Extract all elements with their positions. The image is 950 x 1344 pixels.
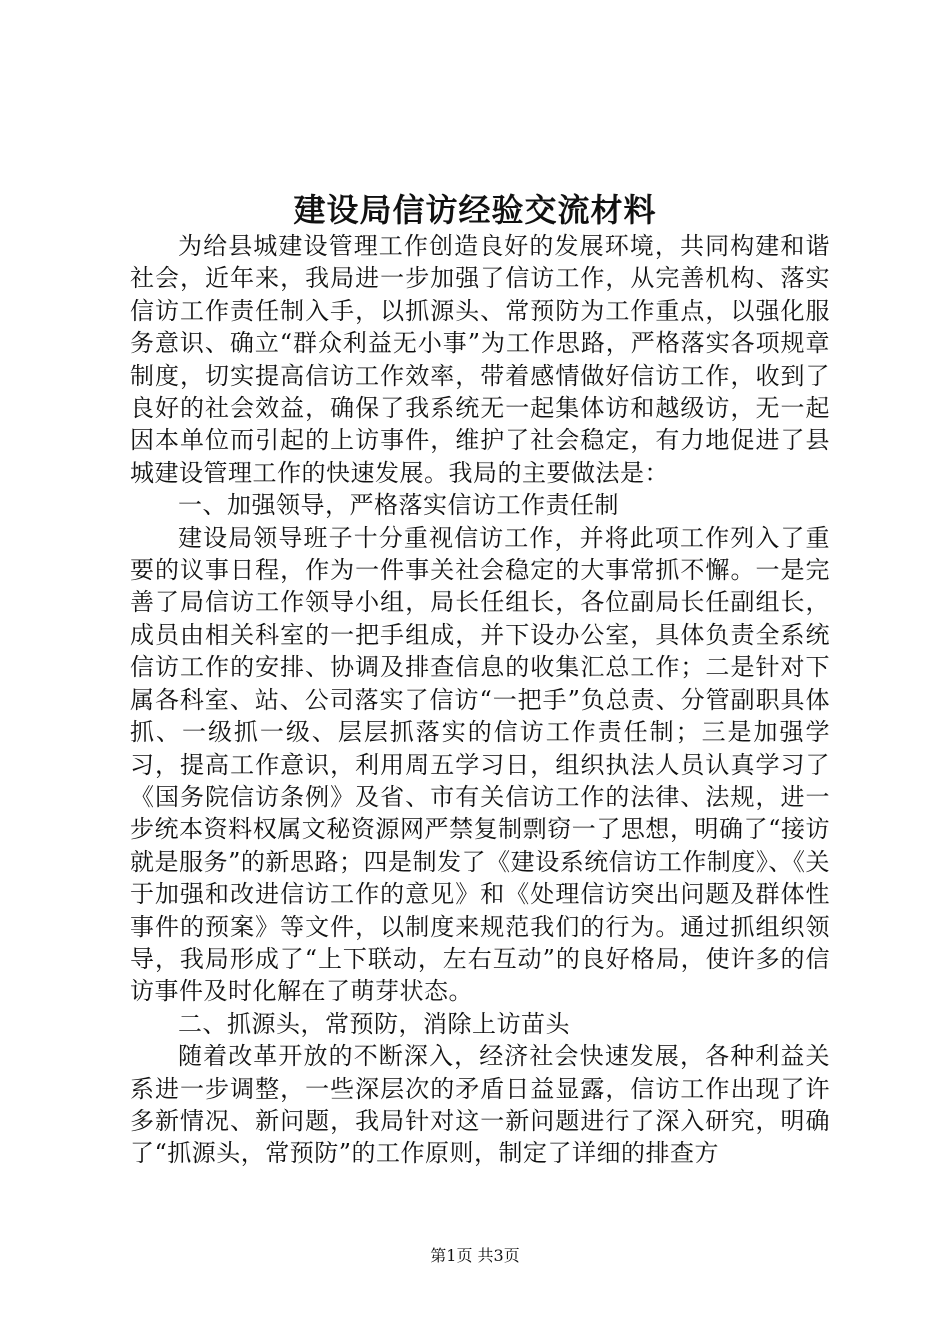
section-heading-1: 一、加强领导，严格落实信访工作责任制: [178, 491, 619, 520]
page-footer: 第1页 共3页: [430, 1246, 520, 1265]
paragraph-intro: 为给县城建设管理工作创造良好的发展环境，共同构建和谐社会，近年来，我局进一步加强了信访工作，从完善机构、落实信访工作责任制入手，以抓源头、常预防为工作重点，以强化服务意识、确立“群众利益无小事”为工作思路，严格落实各项规章制度，切实提高信访工作效率，带着感情做好信访工作，收到了良好的社会效益，确保了我系统无一起集体访和越级访，无一起因本单位而引起的上访事件，维护了社会稳定，有力地促进了县城建设管理工作的快速发展。我局的主要做法是：: [130, 232, 830, 487]
document-body: [130, 230, 830, 1170]
paragraph-section-1: 建设局领导班子十分重视信访工作，并将此项工作列入了重要的议事日程，作为一件事关社会稳定的大事常抓不懈。一是完善了局信访工作领导小组，局长任组长，各位副局长任副组长，成员由相关科室的一把手组成，并下设办公室，具体负责全系统信访工作的安排、协调及排查信息的收集汇总工作；二是针对下属各科室、站、公司落实了信访“一把手”负总责、分管副职具体抓、一级抓一级、层层抓落实的信访工作责任制；三是加强学习，提高工作意识，利用周五学习日，组织执法人员认真学习了《国务院信访条例》及省、市有关信访工作的法律、法规，进一步统本资料权属文秘资源网严禁复制剽窃一了思想，明确了“接访就是服务”的新思路；四是制发了《建设系统信访工作制度》、《关于加强和改进信访工作的意见》和《处理信访突出问题及群体性事件的预案》等文件，以制度来规范我们的行为。通过抓组织领导，我局形成了“上下联动，左右互动”的良好格局，使许多的信访事件及时化解在了萌芽状态。: [130, 523, 830, 1006]
section-heading-2: 二、抓源头，常预防，消除上访苗头: [178, 1009, 570, 1038]
paragraph-section-2: 随着改革开放的不断深入，经济社会快速发展，各种利益关系进一步调整，一些深层次的矛盾日益显露，信访工作出现了许多新情况、新问题，我局针对这一新问题进行了深入研究，明确了“抓源头，常预防”的工作原则，制定了详细的排查方: [130, 1042, 830, 1168]
document-title: 建设局信访经验交流材料: [293, 191, 657, 229]
